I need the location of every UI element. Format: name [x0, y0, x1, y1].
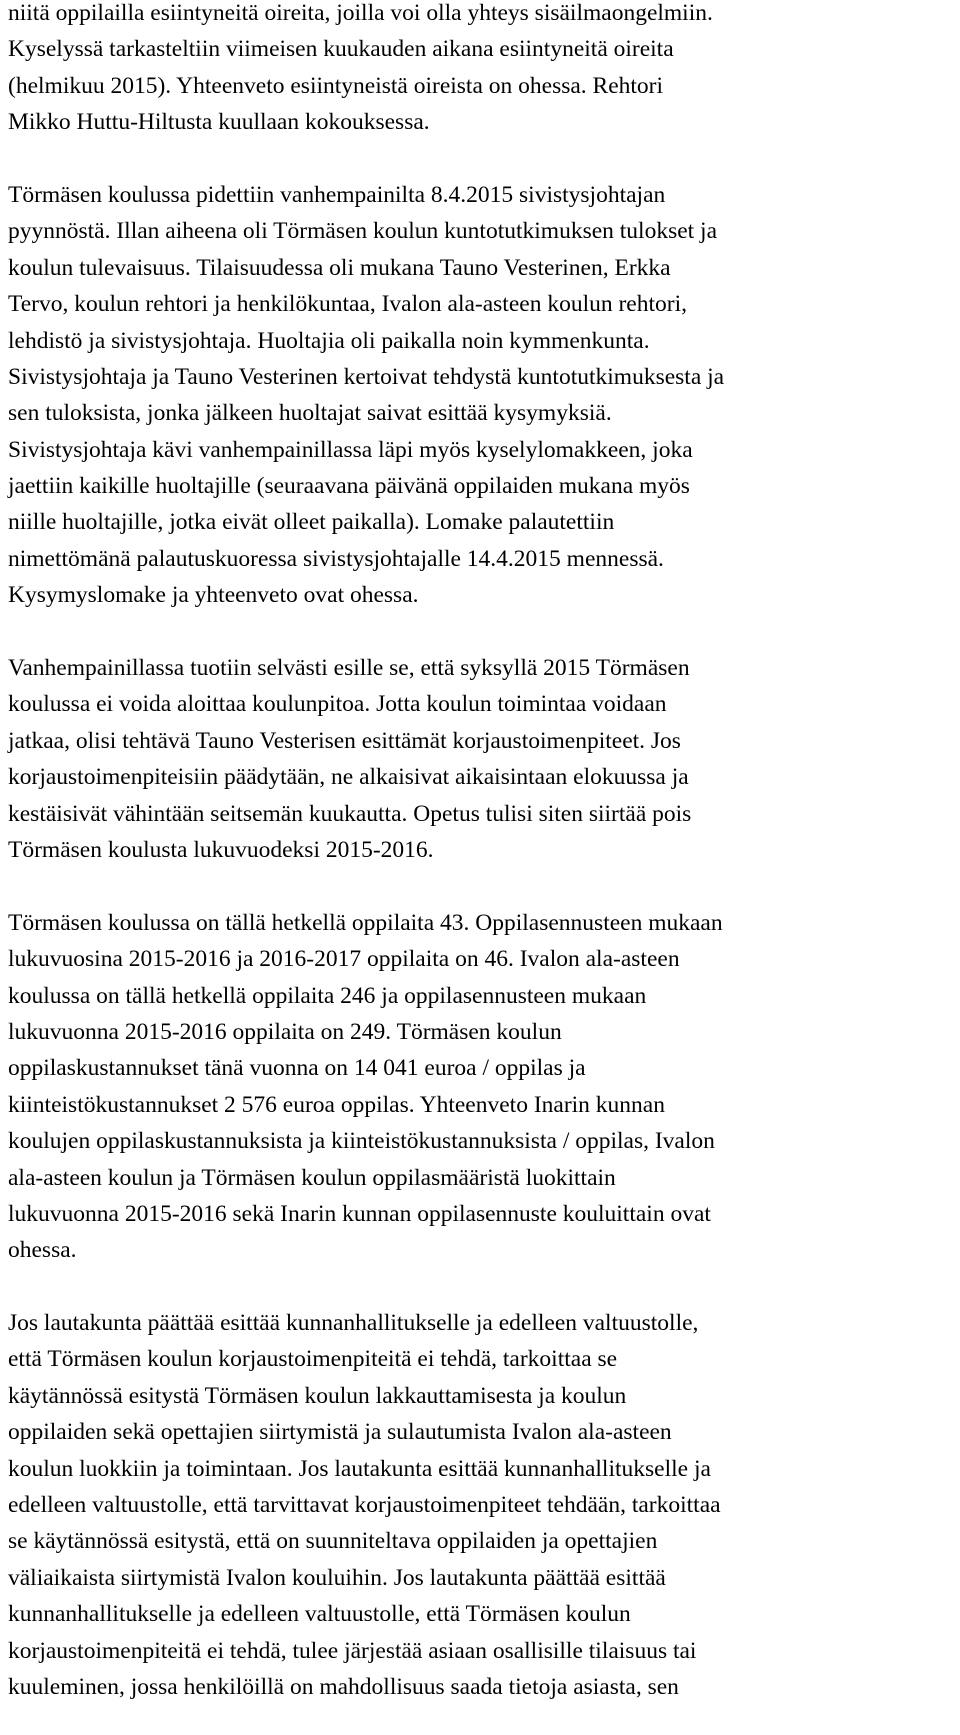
text-line: lukuvuonna 2015-2016 sekä Inarin kunnan oppilasennuste kouluittain ovat	[8, 1200, 711, 1227]
text-line: oppilaskustannukset tänä vuonna on 14 041 euroa / oppilas ja	[8, 1055, 586, 1082]
text-line: ala-asteen koulun ja Törmäsen koulun oppilasmääristä luokittain	[8, 1164, 616, 1191]
text-line: (helmikuu 2015). Yhteenveto esiintyneistä oireista on ohessa. Rehtori	[8, 72, 664, 99]
text-line: että Törmäsen koulun korjaustoimenpiteitä ei tehdä, tarkoittaa se	[8, 1346, 618, 1373]
text-line: niitä oppilailla esiintyneitä oireita, joilla voi olla yhteys sisäilmaongelmiin.	[8, 0, 713, 26]
text-line: korjaustoimenpiteisiin päädytään, ne alkaisivat aikaisintaan elokuussa ja	[8, 764, 689, 791]
text-line: korjaustoimenpiteitä ei tehdä, tulee järjestää asiaan osallisille tilaisuus tai	[8, 1637, 697, 1664]
text-line: Törmäsen koulussa on tällä hetkellä oppilaita 43. Oppilasennusteen mukaan	[8, 909, 723, 936]
text-line: käytännössä esitystä Törmäsen koulun lakkauttamisesta ja koulun	[8, 1382, 627, 1409]
text-line: koulussa on tällä hetkellä oppilaita 246 ja oppilasennusteen mukaan	[8, 982, 647, 1009]
text-line: väliaikaista siirtymistä Ivalon kouluihin. Jos lautakunta päättää esittää	[8, 1564, 666, 1591]
text-line: kunnanhallitukselle ja edelleen valtuustolle, että Törmäsen koulun	[8, 1601, 631, 1628]
text-line: lukuvuonna 2015-2016 oppilaita on 249. Törmäsen koulun	[8, 1018, 562, 1045]
text-line: Kysymyslomake ja yhteenveto ovat ohessa.	[8, 582, 419, 609]
text-line: Vanhempainillassa tuotiin selvästi esille se, että syksyllä 2015 Törmäsen	[8, 655, 690, 682]
paragraph-oppilasmaarat	[8, 905, 958, 1269]
text-line: Sivistysjohtaja ja Tauno Vesterinen kertoivat tehdystä kuntotutkimuksesta ja	[8, 363, 725, 390]
text-line: Sivistysjohtaja kävi vanhempainillassa läpi myös kyselylomakkeen, joka	[8, 436, 693, 463]
text-line: jatkaa, olisi tehtävä Tauno Vesterisen esittämät korjaustoimenpiteet. Jos	[8, 727, 681, 754]
text-line: niille huoltajille, jotka eivät olleet paikalla). Lomake palautettiin	[8, 509, 615, 536]
text-line: kestäisivät vähintään seitsemän kuukautta. Opetus tulisi siten siirtää pois	[8, 800, 692, 827]
text-line: pyynnöstä. Illan aiheena oli Törmäsen koulun kuntotutkimuksen tulokset ja	[8, 218, 718, 245]
text-line: koulun tulevaisuus. Tilaisuudessa oli mukana Tauno Vesterinen, Erkka	[8, 254, 671, 281]
paragraph-spacer	[8, 1269, 958, 1305]
paragraph-koulunpito	[8, 650, 958, 868]
text-line: nimettömänä palautuskuoressa sivistysjohtajalle 14.4.2015 mennessä.	[8, 545, 664, 572]
text-line: lehdistö ja sivistysjohtaja. Huoltajia oli paikalla noin kymmenkunta.	[8, 327, 650, 354]
text-line: Kyselyssä tarkasteltiin viimeisen kuukauden aikana esiintyneitä oireita	[8, 36, 674, 63]
paragraph-lautakunta	[8, 1305, 958, 1705]
text-line: se käytännössä esitystä, että on suunniteltava oppilaiden ja opettajien	[8, 1528, 658, 1555]
text-line: lukuvuosina 2015-2016 ja 2016-2017 oppilaita on 46. Ivalon ala-asteen	[8, 946, 680, 973]
text-line: Törmäsen koulusta lukuvuodeksi 2015-2016.	[8, 836, 434, 863]
text-line: Mikko Huttu-Hiltusta kuullaan kokouksessa.	[8, 109, 430, 136]
text-line: koulujen oppilaskustannuksista ja kiinteistökustannuksista / oppilas, Ivalon	[8, 1128, 715, 1155]
text-line: koulussa ei voida aloittaa koulunpitoa. Jotta koulun toimintaa voidaan	[8, 691, 667, 718]
text-line: Tervo, koulun rehtori ja henkilökuntaa, Ivalon ala-asteen koulun rehtori,	[8, 291, 687, 318]
text-line: kiinteistökustannukset 2 576 euroa oppilas. Yhteenveto Inarin kunnan	[8, 1091, 665, 1118]
text-line: koulun luokkiin ja toimintaan. Jos lautakunta esittää kunnanhallitukselle ja	[8, 1455, 711, 1482]
paragraph-oirekysely	[8, 0, 958, 141]
paragraph-vanhempainilta	[8, 177, 958, 614]
text-line: jaettiin kaikille huoltajille (seuraavana päivänä oppilaiden mukana myös	[8, 473, 690, 500]
text-line: ohessa.	[8, 1237, 77, 1264]
paragraph-spacer	[8, 141, 958, 177]
text-line: edelleen valtuustolle, että tarvittavat korjaustoimenpiteet tehdään, tarkoittaa	[8, 1492, 721, 1519]
text-line: Jos lautakunta päättää esittää kunnanhallitukselle ja edelleen valtuustolle,	[8, 1310, 699, 1337]
text-line: oppilaiden sekä opettajien siirtymistä ja sulautumista Ivalon ala-asteen	[8, 1419, 672, 1446]
text-line: kuuleminen, jossa henkilöillä on mahdollisuus saada tietoja asiasta, sen	[8, 1673, 679, 1700]
paragraph-spacer	[8, 614, 958, 650]
text-line: sen tuloksista, jonka jälkeen huoltajat saivat esittää kysymyksiä.	[8, 400, 612, 427]
paragraph-spacer	[8, 868, 958, 904]
text-line: Törmäsen koulussa pidettiin vanhempainilta 8.4.2015 sivistysjohtajan	[8, 181, 666, 208]
